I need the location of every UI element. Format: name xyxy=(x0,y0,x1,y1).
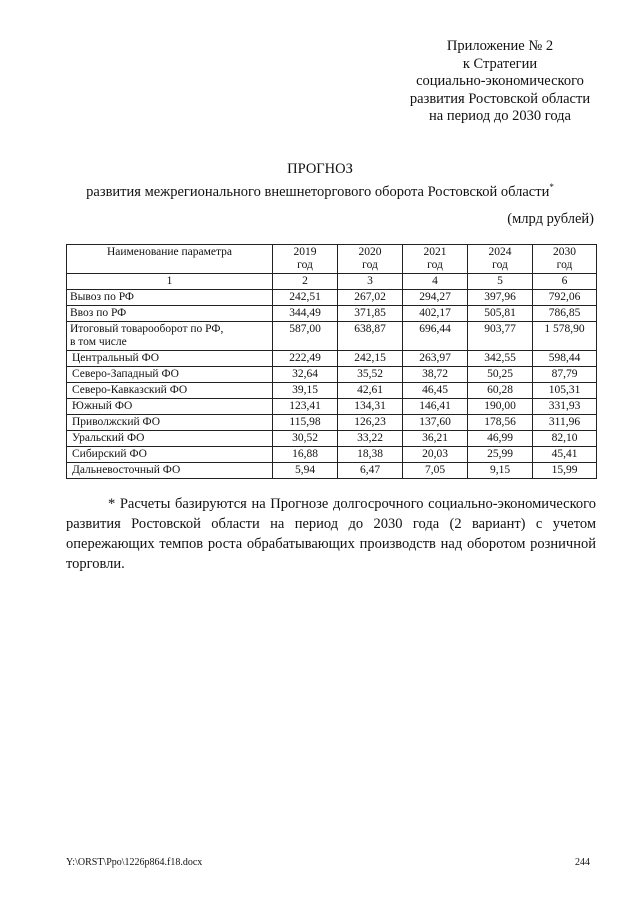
row-name-cell xyxy=(67,351,273,367)
column-header xyxy=(533,245,597,274)
row-name: Сибирский ФО xyxy=(72,448,147,460)
appendix-line: развития Ростовской области xyxy=(409,90,591,107)
value-cell: 178,56 xyxy=(468,415,533,431)
row-name-cell xyxy=(67,306,273,322)
table-row xyxy=(67,306,597,322)
value-cell: 587,00 xyxy=(273,322,338,351)
row-name: Центральный ФО xyxy=(72,352,160,364)
footer-page-number: 244 xyxy=(575,857,590,868)
column-header: Наименование параметра xyxy=(67,245,273,274)
footnote-text: * Расчеты базируются на Прогнозе долгосрочного социально-экономического развития Ростовской области на период до 2030 года (2 вариант) с учетом опережающих темпов роста обрабатывающих производств над оборотом розничной торговли. xyxy=(66,496,596,572)
table-row xyxy=(67,415,597,431)
table-row xyxy=(67,290,597,306)
value-cell: 294,27 xyxy=(403,290,468,306)
column-number-cell: 6 xyxy=(533,274,597,290)
title-heading: ПРОГНОЗ xyxy=(287,161,353,177)
column-header-year: 2021 xyxy=(423,246,447,258)
row-name: Северо-Кавказский ФО xyxy=(72,384,188,396)
appendix-line: Приложение № 2 xyxy=(446,38,554,54)
value-cell: 39,15 xyxy=(273,383,338,399)
value-cell: 18,38 xyxy=(338,447,403,463)
value-cell: 60,28 xyxy=(468,383,533,399)
value-cell: 267,02 xyxy=(338,290,403,306)
value-cell: 134,31 xyxy=(338,399,403,415)
row-name-cell xyxy=(67,399,273,415)
row-name: Ввоз по РФ xyxy=(70,307,127,319)
row-name: Итоговый товарооборот по РФ, xyxy=(70,323,224,335)
column-number-cell: 3 xyxy=(338,274,403,290)
value-cell: 126,23 xyxy=(338,415,403,431)
value-cell: 115,98 xyxy=(273,415,338,431)
value-cell: 242,15 xyxy=(338,351,403,367)
value-cell: 45,41 xyxy=(533,447,597,463)
value-cell: 46,99 xyxy=(468,431,533,447)
row-name-continuation: в том числе xyxy=(70,336,127,348)
table-row xyxy=(67,383,597,399)
row-name-cell xyxy=(67,463,273,479)
forecast-table xyxy=(66,244,597,479)
row-name: Дальневосточный ФО xyxy=(72,464,181,476)
table-row xyxy=(67,431,597,447)
title-subtitle: развития межрегионального внешнеторгового оборота Ростовской области xyxy=(86,183,550,200)
value-cell: 16,88 xyxy=(273,447,338,463)
value-cell: 15,99 xyxy=(533,463,597,479)
column-number-cell: 4 xyxy=(403,274,468,290)
value-cell: 42,61 xyxy=(338,383,403,399)
column-header xyxy=(273,245,338,274)
value-cell: 20,03 xyxy=(403,447,468,463)
appendix-header xyxy=(380,38,620,126)
value-cell: 105,31 xyxy=(533,383,597,399)
row-name-cell xyxy=(67,415,273,431)
value-cell: 25,99 xyxy=(468,447,533,463)
value-cell: 342,55 xyxy=(468,351,533,367)
appendix-line: социально-экономического xyxy=(416,73,584,89)
value-cell: 123,41 xyxy=(273,399,338,415)
value-cell: 5,94 xyxy=(273,463,338,479)
value-cell: 7,05 xyxy=(403,463,468,479)
table-row xyxy=(67,367,597,383)
column-number-cell: 5 xyxy=(468,274,533,290)
footnote xyxy=(66,494,596,574)
value-cell: 696,44 xyxy=(403,322,468,351)
row-name: Приволжский ФО xyxy=(72,416,161,428)
row-name-cell xyxy=(67,431,273,447)
value-cell: 263,97 xyxy=(403,351,468,367)
column-header xyxy=(468,245,533,274)
value-cell: 9,15 xyxy=(468,463,533,479)
value-cell: 50,25 xyxy=(468,367,533,383)
row-name: Южный ФО xyxy=(72,400,133,412)
value-cell: 344,49 xyxy=(273,306,338,322)
footer-file-path: Y:\ORST\Ppo\1226p864.f18.docx xyxy=(66,857,203,868)
column-header-year: 2030 xyxy=(553,246,576,258)
value-cell: 903,77 xyxy=(468,322,533,351)
column-header xyxy=(338,245,403,274)
row-name: Северо-Западный ФО xyxy=(72,368,179,380)
value-cell: 1 578,90 xyxy=(533,322,597,351)
row-name-cell xyxy=(67,322,273,351)
table-row xyxy=(67,447,597,463)
column-header-year: 2019 xyxy=(293,246,317,258)
value-cell: 6,47 xyxy=(338,463,403,479)
value-cell: 311,96 xyxy=(533,415,597,431)
row-name-cell xyxy=(67,367,273,383)
row-name-cell xyxy=(67,290,273,306)
value-cell: 222,49 xyxy=(273,351,338,367)
column-header-suffix: год xyxy=(556,259,573,271)
value-cell: 146,41 xyxy=(403,399,468,415)
value-cell: 137,60 xyxy=(403,415,468,431)
footnote-marker: * xyxy=(549,181,554,192)
value-cell: 38,72 xyxy=(403,367,468,383)
document-title xyxy=(60,161,580,201)
value-cell: 371,85 xyxy=(338,306,403,322)
column-header-suffix: год xyxy=(492,259,508,271)
table-row xyxy=(67,351,597,367)
value-cell: 33,22 xyxy=(338,431,403,447)
value-cell: 82,10 xyxy=(533,431,597,447)
column-header-suffix: год xyxy=(427,259,443,271)
value-cell: 786,85 xyxy=(533,306,597,322)
appendix-line: к Стратегии xyxy=(462,55,538,72)
row-name: Вывоз по РФ xyxy=(70,291,134,303)
value-cell: 598,44 xyxy=(533,351,597,367)
table-row xyxy=(67,463,597,479)
value-cell: 242,51 xyxy=(273,290,338,306)
units-label: (млрд рублей) xyxy=(507,211,594,227)
appendix-line: на период до 2030 года xyxy=(429,108,571,124)
table-row xyxy=(67,322,597,351)
column-header-suffix: год xyxy=(362,259,378,271)
column-header-suffix: год xyxy=(297,259,313,271)
column-number-row xyxy=(67,274,597,290)
value-cell: 87,79 xyxy=(533,367,597,383)
title-subtitle-line xyxy=(60,179,580,202)
value-cell: 36,21 xyxy=(403,431,468,447)
value-cell: 30,52 xyxy=(273,431,338,447)
value-cell: 792,06 xyxy=(533,290,597,306)
value-cell: 505,81 xyxy=(468,306,533,322)
column-number-cell: 2 xyxy=(273,274,338,290)
column-header-year: 2024 xyxy=(488,246,512,258)
row-name-cell xyxy=(67,447,273,463)
row-name-cell xyxy=(67,383,273,399)
table-row xyxy=(67,399,597,415)
value-cell: 46,45 xyxy=(403,383,468,399)
value-cell: 638,87 xyxy=(338,322,403,351)
column-header-year: 2020 xyxy=(358,246,382,258)
value-cell: 32,64 xyxy=(273,367,338,383)
value-cell: 190,00 xyxy=(468,399,533,415)
table-header-row xyxy=(67,245,597,274)
value-cell: 35,52 xyxy=(338,367,403,383)
column-number-cell: 1 xyxy=(67,274,273,290)
column-header xyxy=(403,245,468,274)
value-cell: 331,93 xyxy=(533,399,597,415)
row-name: Уральский ФО xyxy=(72,432,145,444)
value-cell: 397,96 xyxy=(468,290,533,306)
value-cell: 402,17 xyxy=(403,306,468,322)
